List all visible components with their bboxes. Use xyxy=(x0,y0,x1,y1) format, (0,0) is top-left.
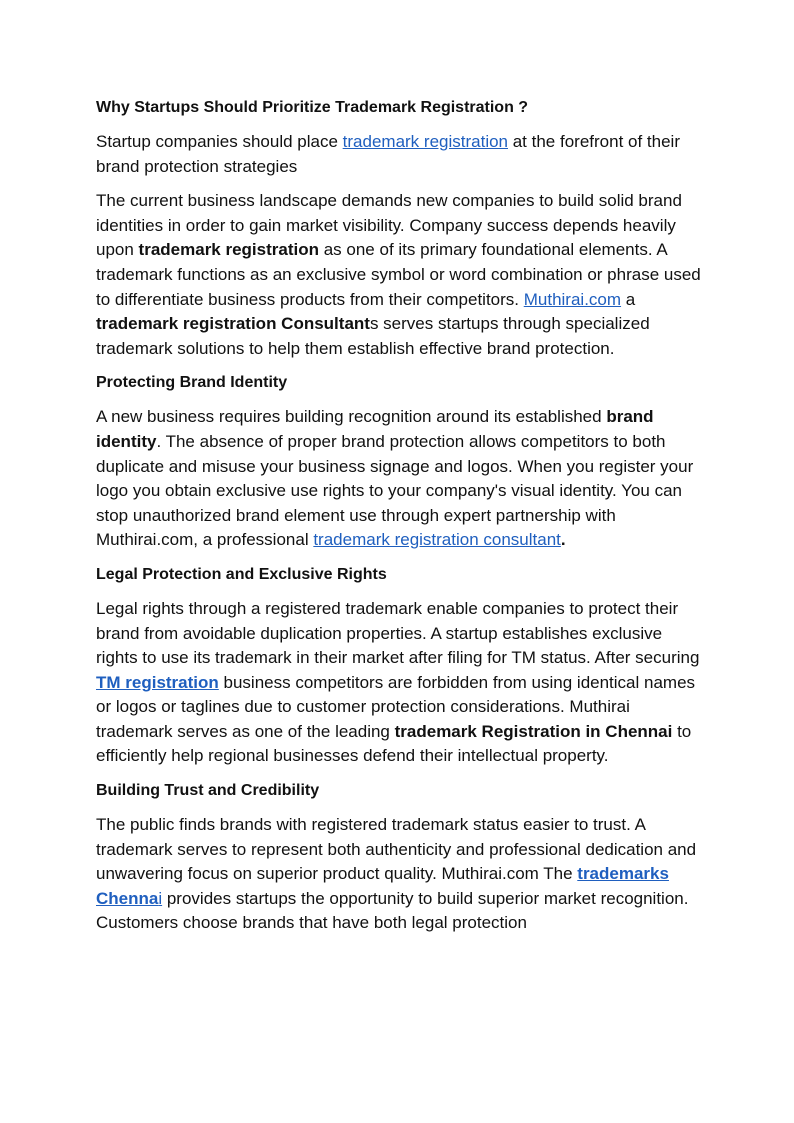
overview-bold-2: trademark registration Consultant xyxy=(96,314,370,334)
brand-text-2: . The absence of proper brand protection allows competitors to both duplicate and misuse your business signage and logos. When you register your logo you obtain exclusive use rights to your company's visual identity. You can stop unauthorized brand element use through expert partnership with Muthirai.com, a professional xyxy=(96,431,694,550)
brand-bold-1: brand identity xyxy=(96,407,654,451)
document-page xyxy=(96,96,706,946)
brand-period: . xyxy=(560,530,566,550)
overview-bold-1: trademark registration xyxy=(138,240,319,260)
document-title: Why Startups Should Prioritize Trademark Registration ? xyxy=(96,99,529,116)
legal-protection-paragraph xyxy=(96,597,706,769)
trust-paragraph xyxy=(96,813,706,936)
overview-text-1: The current business landscape demands new companies to build solid brand identities in order to gain market visibility. Company success depends heavily upon xyxy=(96,191,682,260)
legal-text-1: Legal rights through a registered trademark enable companies to protect their brand from avoidable duplication properties. A startup establishes exclusive rights to use its trademark in their market after filing for TM status. After securing xyxy=(96,598,700,668)
intro-paragraph xyxy=(96,130,706,179)
overview-paragraph xyxy=(96,189,706,361)
trademark-registration-link[interactable]: trademark registration xyxy=(342,132,508,151)
brand-text-1: A new business requires building recognition around its established xyxy=(96,407,607,427)
section-heading-trust: Building Trust and Credibility xyxy=(96,782,320,800)
trademarks-chennai-link-bold: trademarks Chenna xyxy=(96,864,669,908)
section-heading-brand-identity: Protecting Brand Identity xyxy=(96,374,288,392)
intro-text-2: at the forefront of their brand protection strategies xyxy=(96,132,680,176)
overview-text-4: s serves startups through specialized trademark solutions to help them establish effective brand protection. xyxy=(96,314,650,358)
muthirai-link[interactable]: Muthirai.com xyxy=(523,289,622,309)
section-heading-legal-protection: Legal Protection and Exclusive Rights xyxy=(96,565,387,583)
trademarks-chennai-link-rest: i xyxy=(158,888,163,908)
trust-text-1: The public finds brands with registered trademark status easier to trust. A trademark serves to represent both authenticity and professional dedication and unwavering focus on superior product quality. Muthirai.com The xyxy=(96,815,697,884)
legal-text-3: to efficiently help regional businesses defend their intellectual property. xyxy=(96,721,692,766)
trademark-consultant-link[interactable]: trademark registration consultant xyxy=(313,530,561,550)
legal-text-2: business competitors are forbidden from using identical names or logos or taglines due to customer protection considerations. Muthirai trademark serves as one of the leading xyxy=(96,672,696,741)
brand-identity-paragraph xyxy=(96,405,706,553)
overview-text-3: a xyxy=(621,289,636,309)
overview-text-2: as one of its primary foundational elements. A trademark functions as an exclusive symbol or word combination or phrase used to differentiate business products from their competitors. xyxy=(96,240,701,309)
legal-bold-1: trademark Registration in Chennai xyxy=(394,721,673,741)
trust-text-2: provides startups the opportunity to build superior market recognition. Customers choose brands that have both legal protection xyxy=(96,888,689,933)
intro-text-1: Startup companies should place xyxy=(96,132,343,151)
tm-registration-link[interactable]: TM registration xyxy=(96,672,219,692)
